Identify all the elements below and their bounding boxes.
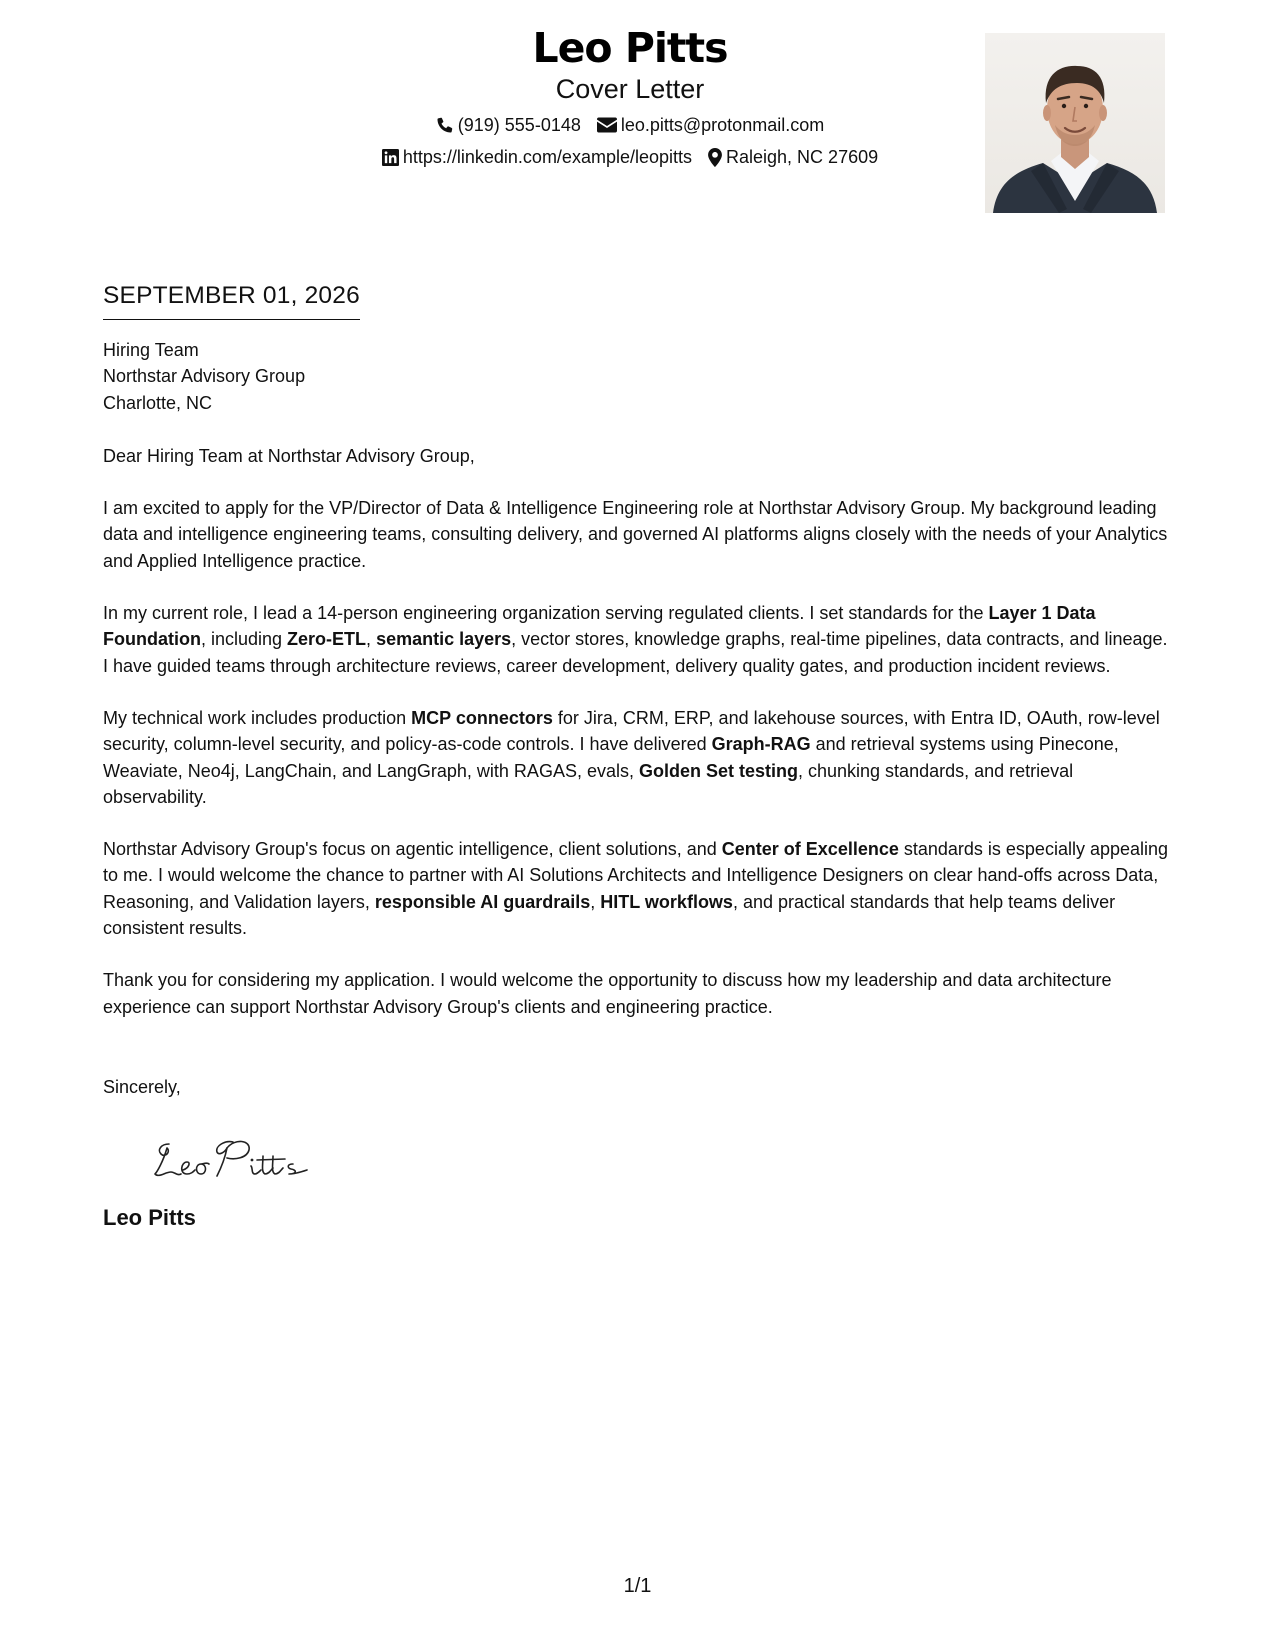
signed-name: Leo Pitts: [103, 1205, 196, 1231]
text-run: , vector stores, knowledge graphs, real-time pipelines, data contracts, and lineage. I have guided teams through architecture reviews, career development, delivery quality gates, and production incident reviews.: [103, 629, 1168, 676]
page-number: 1/1: [623, 1575, 652, 1597]
bold-term: HITL workflows: [600, 891, 733, 912]
bold-term: Golden Set testing: [638, 760, 798, 781]
paragraph-intro: I am excited to apply for the VP/Director of Data & Intelligence Engineering role at Northstar Advisory Group. My background leading data and intelligence engineering teams, consulting delivery, and governed AI platforms aligns closely with the needs of your Analytics and Applied Intelligence practice.: [103, 498, 1168, 571]
recipient-block: [103, 337, 1173, 416]
contact-phone: [436, 113, 581, 137]
letter-body: [103, 280, 1173, 1232]
linkedin-url[interactable]: https://linkedin.com/example/leopitts: [402, 147, 693, 167]
profile-photo: [985, 33, 1165, 213]
map-pin-icon: [708, 148, 722, 167]
applicant-name: Leo Pitts: [532, 24, 728, 72]
text-run: standards is especially appealing to me. I would welcome the chance to partner with AI Solutions Architects and Intelligence Designers on clear hand-offs across Data, Reasoning, and Validation layers,: [103, 839, 1169, 912]
bold-term: Layer 1 Data Foundation: [103, 603, 1096, 650]
paragraph-current-role: [103, 600, 1173, 679]
text-run: for Jira, CRM, ERP, and lakehouse sources, with Entra ID, OAuth, row-level security, column-level security, and policy-as-code controls. I have delivered: [103, 707, 1160, 755]
salutation: Dear Hiring Team at Northstar Advisory Group,: [103, 445, 475, 466]
letter-date: SEPTEMBER 01, 2026: [103, 280, 360, 320]
envelope-icon: [597, 117, 617, 133]
email-address[interactable]: leo.pitts@protonmail.com: [620, 115, 825, 135]
paragraph-thanks: Thank you for considering my application. I would welcome the opportunity to discuss how my leadership and data architecture experience can support Northstar Advisory Group's clients and engineering practice.: [103, 970, 1112, 1017]
text-run: My technical work includes production: [103, 707, 412, 728]
linkedin-icon: [382, 149, 399, 166]
document-subtitle: Cover Letter: [555, 74, 705, 104]
paragraph-company-focus: [103, 836, 1173, 941]
location-text: Raleigh, NC 27609: [726, 147, 879, 167]
bold-term: responsible AI guardrails: [374, 891, 591, 912]
bold-term: MCP connectors: [411, 707, 553, 728]
contact-email: [597, 113, 824, 137]
text-run: ,: [590, 891, 601, 912]
text-run: Northstar Advisory Group's focus on agentic intelligence, client solutions, and: [103, 839, 722, 860]
paragraph-technical-work: [103, 705, 1173, 810]
bold-term: Zero-ETL: [287, 629, 367, 650]
phone-icon: [436, 116, 454, 134]
bold-term: Center of Excellence: [721, 839, 899, 860]
contact-linkedin: [382, 145, 692, 169]
text-run: , including: [200, 629, 288, 650]
contact-location: [708, 145, 878, 169]
bold-term: Graph-RAG: [711, 734, 811, 755]
phone-number: (919) 555-0148: [457, 115, 581, 135]
text-run: In my current role, I lead a 14-person engineering organization serving regulated clients. I set standards for the: [103, 603, 989, 624]
recipient-line: Northstar Advisory Group: [103, 366, 306, 387]
text-run: ,: [366, 629, 377, 650]
text-run: and retrieval systems using Pinecone, Weaviate, Neo4j, LangChain, and LangGraph, with RAGAS, evals,: [103, 734, 1119, 781]
recipient-line: Charlotte, NC: [103, 392, 213, 413]
recipient-line: Hiring Team: [103, 340, 199, 360]
text-run: , chunking standards, and retrieval observability.: [103, 760, 1074, 807]
text-run: , and practical standards that help teams deliver consistent results.: [103, 891, 1116, 939]
closing: Sincerely,: [103, 1076, 181, 1097]
handwritten-signature: [151, 1132, 321, 1184]
bold-term: semantic layers: [376, 629, 512, 650]
